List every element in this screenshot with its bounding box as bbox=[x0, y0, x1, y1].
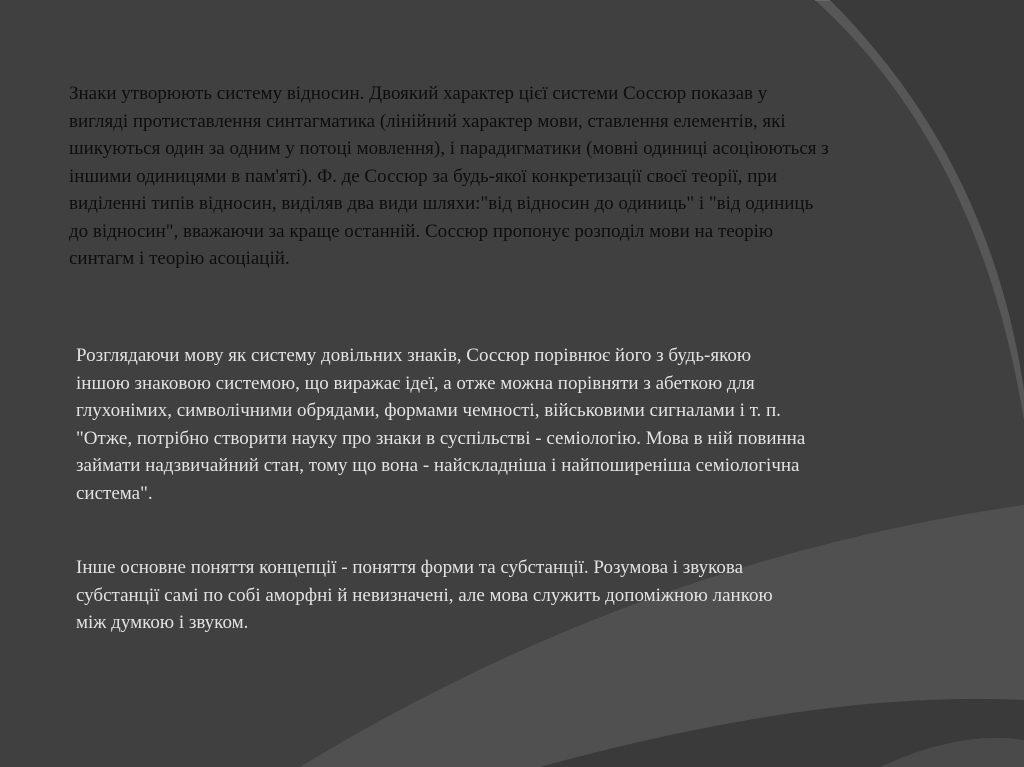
paragraph-sign-relations: Знаки утворюють систему відносин. Двоякий характер цієї системи Соссюр показав у вигляді протиставлення синтагматика (лінійний характер мови, ставлення елементів, які шикуються один за одним у потоці мовлення), і парадигматики (мовні одиниці асоціюються з іншими одиницями в пам'яті). Ф. де Соссюр за будь-якої конкретизації своєї теорії, при виділенні типів відносин, виділяв два види шляхи:"від відносин до одиниць" і "від одиниць до відносин", вважаючи за краще останній. Соссюр пропонує розподіл мови на теорію синтагм і теорію асоціацій. bbox=[69, 83, 829, 269]
paragraph-semiology: Розглядаючи мову як систему довільних знаків, Соссюр порівнює його з будь-якою іншою знаковою системою, що виражає ідеї, а отже можна порівняти з абеткою для глухонімих, символічними обрядами, формами чемності, військовими сигналами і т. п. "Отже, потрібно створити науку про знаки в суспільстві - семіологію. Мова в ній повинна займати надзвичайний стан, тому що вона - найскладніша і найпоширеніша семіологічна система". bbox=[76, 345, 806, 504]
paragraph-form-substance: Інше основне поняття концепції - поняття форми та субстанції. Розумова і звукова субстанції самі по собі аморфні й невизначені, але мова служить допоміжною ланкою між думкою і звуком. bbox=[76, 557, 773, 633]
